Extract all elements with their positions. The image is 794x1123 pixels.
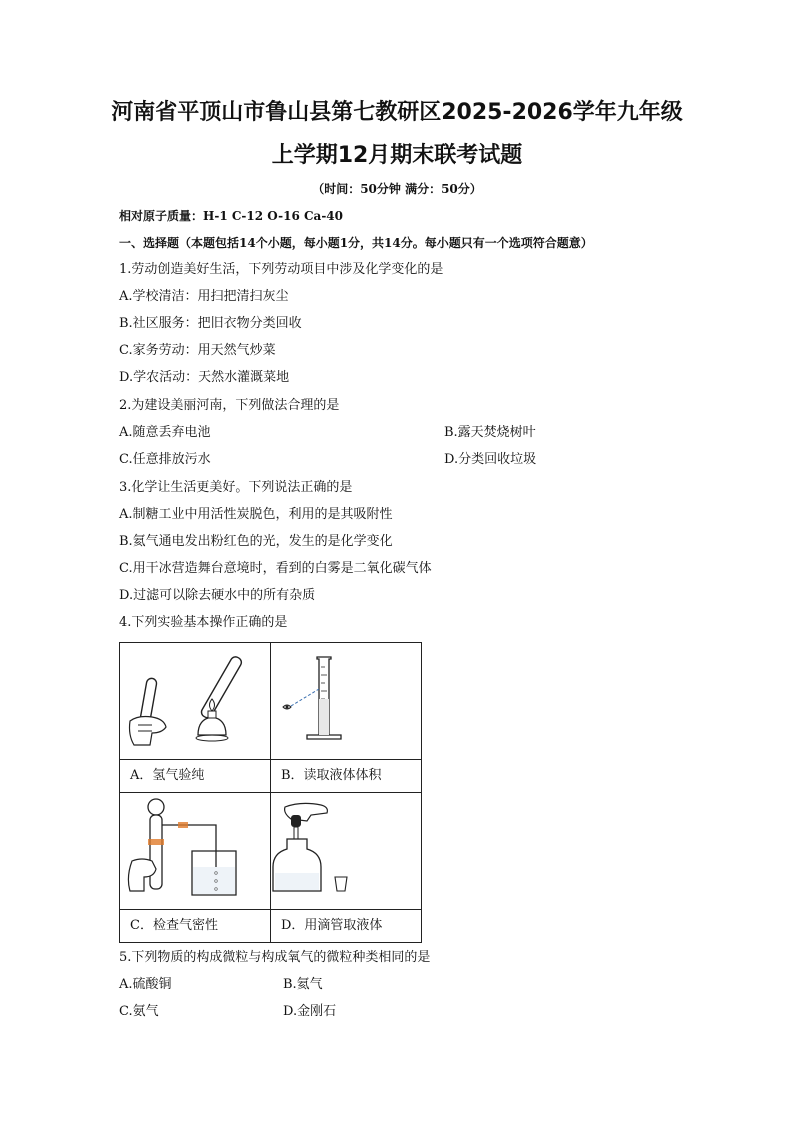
question-2-stem: 2.为建设美丽河南，下列做法合理的是 [119,398,340,413]
question-2-option-a: A.随意丢弃电池 [119,425,211,440]
question-4-stem: 4.下列实验基本操作正确的是 [119,615,288,630]
question-2-option-d: D.分类回收垃圾 [444,452,537,467]
question-5-option-d: D.金刚石 [283,1004,337,1019]
section-heading: 一、选择题（本题包括14个小题，每小题1分，共14分。每小题只有一个选项符合题意） [119,236,593,250]
question-3-option-d: D.过滤可以除去硬水中的所有杂质 [119,588,316,603]
hydrogen-purity-test-illustration [120,643,270,759]
graduated-cylinder-illustration [271,643,421,759]
figure-d-caption: D．用滴管取液体 [271,909,421,942]
figure-c-cell [120,793,271,943]
figure-a-caption: A．氢气验纯 [120,759,270,792]
question-1-stem: 1.劳动创造美好生活，下列劳动项目中涉及化学变化的是 [119,262,444,277]
airtightness-check-illustration [120,793,270,909]
exam-title-line1: 河南省平顶山市鲁山县第七教研区2025-2026学年九年级 [111,100,683,125]
exam-info: （时间：50分钟 满分：50分） [312,182,482,196]
question-1-option-c: C.家务劳动：用天然气炒菜 [119,343,276,358]
question-1-option-b: B.社区服务：把旧衣物分类回收 [119,316,302,331]
question-2-option-b: B.露天焚烧树叶 [444,425,536,440]
question-5-option-b: B.氦气 [283,977,323,992]
figure-d-cell [271,793,422,943]
exam-title-line2: 上学期12月期末联考试题 [271,143,523,168]
question-3-option-c: C.用干冰营造舞台意境时，看到的白雾是二氧化碳气体 [119,561,432,576]
question-3-option-b: B.氦气通电发出粉红色的光，发生的是化学变化 [119,534,393,549]
experiment-figure-table [119,642,422,943]
dropper-illustration [271,793,421,909]
figure-c-caption: C．检查气密性 [120,909,270,942]
question-5-option-c: C.氨气 [119,1004,159,1019]
figure-a-cell [120,643,271,793]
figure-b-caption: B．读取液体体积 [271,759,421,792]
question-1-option-a: A.学校清洁：用扫把清扫灰尘 [119,289,289,304]
question-3-option-a: A.制糖工业中用活性炭脱色，利用的是其吸附性 [119,507,393,522]
atomic-mass-note: 相对原子质量：H-1 C-12 O-16 Ca-40 [119,209,344,223]
question-1-option-d: D.学农活动：天然水灌溉菜地 [119,370,290,385]
question-5-option-a: A.硫酸铜 [119,977,172,992]
question-3-stem: 3.化学让生活更美好。下列说法正确的是 [119,480,353,495]
figure-b-cell [271,643,422,793]
question-5-stem: 5.下列物质的构成微粒与构成氧气的微粒种类相同的是 [119,950,431,965]
question-2-option-c: C.任意排放污水 [119,452,211,467]
